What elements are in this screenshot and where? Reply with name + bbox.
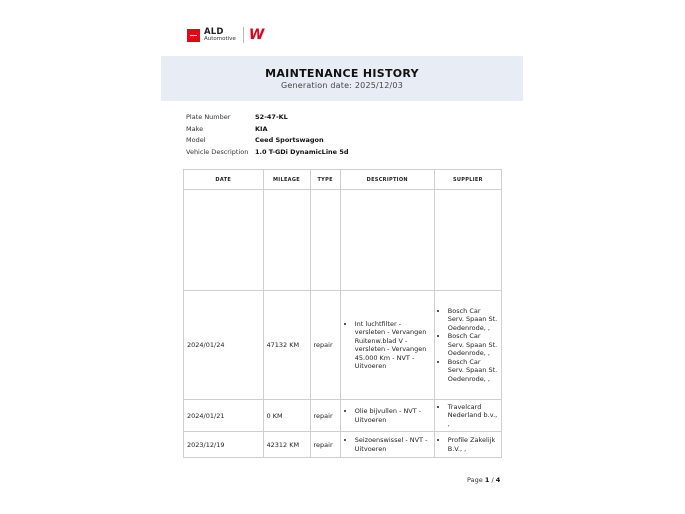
description-item: • Seizoenswissel - NVT - Uitvoeren <box>355 436 431 453</box>
column-header-supplier: SUPPLIER <box>434 170 501 190</box>
description-item: • Olie bijvullen - NVT - Uitvoeren <box>355 407 431 424</box>
supplier-item: • Bosch Car Serv. Spaan St. Oedenrode, , <box>448 332 498 358</box>
page-separator: / <box>491 476 494 484</box>
table-row-empty <box>184 190 502 291</box>
vehicle-info-row <box>186 135 349 147</box>
table-cell <box>184 190 264 291</box>
vehicle-info-value: 1.0 T-GDi DynamicLine 5d <box>255 147 349 156</box>
ald-wordmark <box>204 28 236 43</box>
column-header-date: DATE <box>184 170 264 190</box>
table-row <box>184 432 502 458</box>
vehicle-info-label: Model <box>186 136 206 144</box>
description-item: • Int luchtfilter - versleten - Vervangen Ruitenw.blad V - versleten - Vervangen 45.000 Km - NVT - Uitvoeren <box>355 320 431 371</box>
cell-description <box>340 400 434 432</box>
column-header-description: DESCRIPTION <box>340 170 434 190</box>
page-label: Page <box>467 476 483 484</box>
generation-date <box>161 81 523 90</box>
cell-supplier <box>434 400 501 432</box>
supplier-item: • Bosch Car Serv. Spaan St. Oedenrode, , <box>448 307 498 333</box>
vehicle-info-label: Make <box>186 124 204 133</box>
vehicle-info-label: Vehicle Description <box>186 147 249 156</box>
cell-type: repair <box>310 400 340 432</box>
logo-divider <box>243 27 244 43</box>
generation-value: 2025/12/03 <box>354 81 403 90</box>
page-indicator <box>467 476 500 484</box>
vehicle-info-value: Ceed Sportswagon <box>255 136 324 144</box>
ald-logo-icon <box>187 29 200 42</box>
cell-supplier <box>434 432 501 458</box>
table-header-row <box>184 170 502 190</box>
vehicle-info-value: S2-47-KL <box>255 113 288 121</box>
column-header-type: TYPE <box>310 170 340 190</box>
generation-label: Generation date: <box>281 81 353 90</box>
vehicle-info <box>186 112 349 158</box>
cell-mileage: 0 KM <box>263 400 310 432</box>
partner-mark: W <box>248 27 262 43</box>
cell-date: 2023/12/19 <box>184 432 264 458</box>
column-header-mileage: MILEAGE <box>263 170 310 190</box>
brand-name: ALD <box>204 26 224 37</box>
cell-description <box>340 432 434 458</box>
header-logo <box>187 26 261 44</box>
cell-mileage: 47132 KM <box>263 291 310 400</box>
table-cell <box>263 190 310 291</box>
supplier-item: • Bosch Car Serv. Spaan St. Oedenrode, , <box>448 358 498 384</box>
table-cell <box>340 190 434 291</box>
supplier-item: • Travelcard Nederland b.v., , <box>448 403 498 429</box>
cell-type: repair <box>310 432 340 458</box>
vehicle-info-label: Plate Number <box>186 113 231 121</box>
brand-sub: Automotive <box>204 36 236 42</box>
vehicle-info-value: KIA <box>255 124 268 133</box>
title-band <box>161 56 523 101</box>
supplier-item: • Profile Zakelijk B.V., , <box>448 436 498 453</box>
maintenance-table <box>183 169 502 458</box>
cell-type: repair <box>310 291 340 400</box>
table-row <box>184 291 502 400</box>
page-current: 1 <box>484 476 490 484</box>
table-row <box>184 400 502 432</box>
cell-date: 2024/01/24 <box>184 291 264 400</box>
partner-logo-icon <box>249 28 261 42</box>
cell-description <box>340 291 434 400</box>
table-cell <box>434 190 501 291</box>
vehicle-info-row <box>186 124 349 136</box>
cell-mileage: 42312 KM <box>263 432 310 458</box>
vehicle-info-row <box>186 112 349 124</box>
cell-supplier <box>434 291 501 400</box>
cell-date: 2024/01/21 <box>184 400 264 432</box>
page-title: MAINTENANCE HISTORY <box>265 67 419 80</box>
page-total: 4 <box>495 476 501 484</box>
vehicle-info-row <box>186 147 349 159</box>
table-cell <box>310 190 340 291</box>
